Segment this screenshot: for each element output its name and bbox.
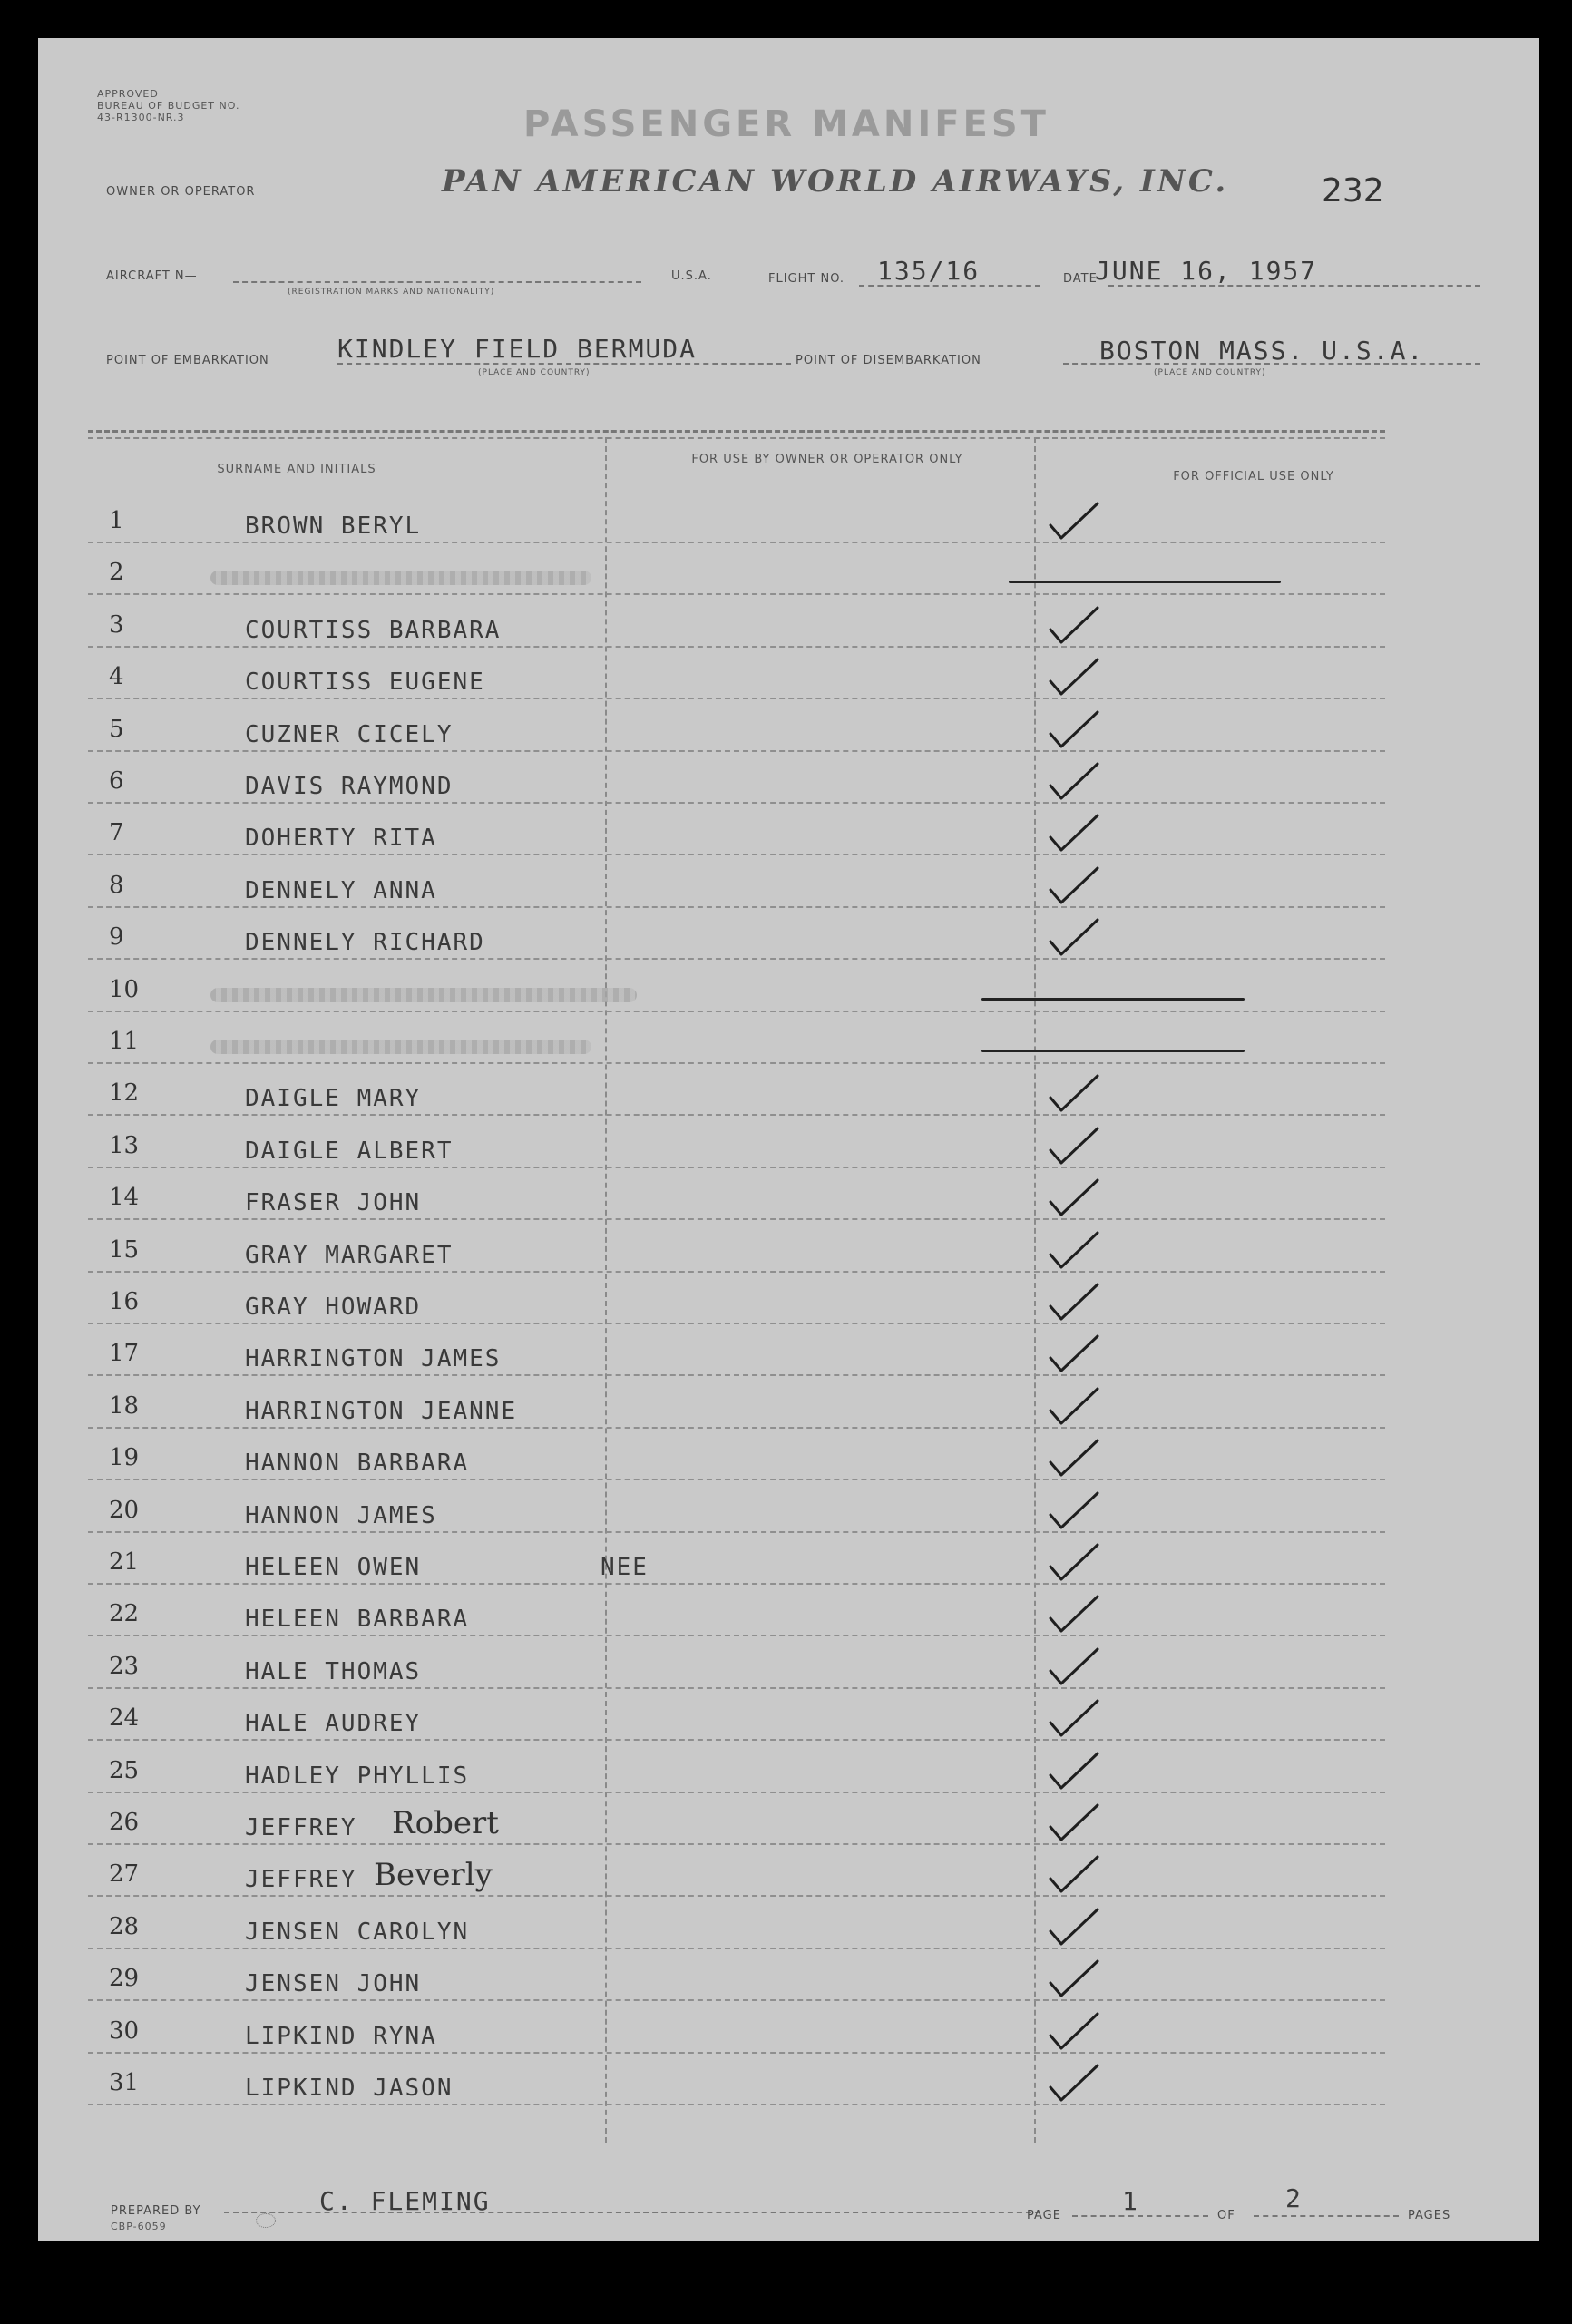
row-rule: [88, 1948, 1385, 1949]
passenger-name: DENNELY ANNA: [245, 876, 437, 904]
check-mark-icon: [1047, 1488, 1101, 1533]
owner-label: OWNER OR OPERATOR: [106, 185, 256, 199]
row-rule: [88, 1531, 1385, 1533]
disembarkation-field: [1063, 363, 1480, 365]
check-mark-icon: [1047, 1227, 1101, 1273]
row-number: 19: [109, 1444, 140, 1472]
passenger-name: HADLEY PHYLLIS: [245, 1762, 470, 1790]
embarkation-label: POINT OF EMBARKATION: [106, 354, 269, 367]
row-rule: [88, 1323, 1385, 1324]
page-field: [1072, 2215, 1208, 2217]
check-mark-icon: [1047, 707, 1101, 752]
check-mark-icon: [1047, 1435, 1101, 1480]
passenger-name: HALE THOMAS: [245, 1657, 422, 1685]
usa-label: U.S.A.: [671, 269, 712, 283]
row-rule: [88, 1062, 1385, 1064]
check-mark-icon: [1047, 498, 1101, 543]
check-mark-icon: [1047, 1695, 1101, 1741]
page-value: 1: [1122, 2186, 1139, 2216]
check-mark-icon: [1047, 1851, 1101, 1897]
row-rule: [88, 1374, 1385, 1376]
page-title: PASSENGER MANIFEST: [523, 103, 1050, 145]
pages-label: PAGES: [1408, 2209, 1451, 2222]
passenger-name: COURTISS BARBARA: [245, 616, 502, 644]
row-rule: [88, 802, 1385, 804]
check-mark-icon: [1047, 1331, 1101, 1376]
check-mark-icon: [1047, 1123, 1101, 1168]
owner-value: PAN AMERICAN WORLD AIRWAYS, INC.: [442, 163, 1229, 200]
check-mark-icon: [1047, 1800, 1101, 1845]
passenger-name: HELEEN OWEN: [245, 1554, 422, 1581]
passenger-name: HELEEN BARBARA: [245, 1606, 470, 1634]
row-number: 25: [109, 1756, 140, 1784]
row-rule: [88, 1011, 1385, 1012]
approval-stamp: APPROVED BUREAU OF BUDGET NO. 43-R1300-NR.3: [97, 88, 240, 123]
row-rule: [88, 698, 1385, 699]
registration-caption: (REGISTRATION MARKS AND NATIONALITY): [288, 288, 495, 297]
row-number: 27: [109, 1860, 140, 1889]
passenger-name: DOHERTY RITA: [245, 825, 437, 853]
page-label: PAGE: [1027, 2209, 1061, 2222]
flight-label: FLIGHT NO.: [768, 272, 845, 286]
col-divider-1: [605, 437, 607, 2143]
strike-mark: [1009, 581, 1281, 583]
check-mark-icon: [1047, 2008, 1101, 2054]
row-rule: [88, 750, 1385, 752]
row-rule: [88, 1843, 1385, 1845]
embarkation-field: [337, 363, 791, 365]
flight-field: [859, 285, 1040, 287]
row-number: 2: [109, 559, 124, 587]
passenger-name: JEFFREY: [245, 1866, 357, 1894]
check-mark-icon: [1047, 1539, 1101, 1585]
check-mark-icon: [1047, 1956, 1101, 2001]
row-number: 3: [109, 610, 124, 639]
col-header-owner: FOR USE BY OWNER OR OPERATOR ONLY: [691, 453, 963, 466]
passenger-name: DAIGLE MARY: [245, 1085, 422, 1113]
check-mark-icon: [1047, 1279, 1101, 1324]
row-number: 16: [109, 1288, 140, 1315]
aircraft-label: AIRCRAFT N—: [106, 269, 198, 283]
row-rule: [88, 1167, 1385, 1168]
row-rule: [88, 1479, 1385, 1480]
passenger-name: JENSEN JOHN: [245, 1970, 422, 1998]
flight-value: 135/16: [877, 256, 981, 286]
col-header-surname: SURNAME AND INITIALS: [217, 463, 376, 476]
disembarkation-label: POINT OF DISEMBARKATION: [796, 354, 981, 367]
passenger-name: CUZNER CICELY: [245, 720, 454, 748]
check-mark-icon: [1047, 602, 1101, 648]
row-rule: [88, 906, 1385, 908]
stamp-mark: [256, 2213, 276, 2228]
row-rule: [88, 2104, 1385, 2105]
passenger-name: FRASER JOHN: [245, 1189, 422, 1217]
date-label: DATE: [1063, 272, 1098, 286]
passenger-name: HANNON JAMES: [245, 1501, 437, 1529]
row-number: 1: [109, 507, 124, 534]
passenger-name: DENNELY RICHARD: [245, 929, 485, 957]
passenger-name: GRAY HOWARD: [245, 1294, 422, 1321]
redacted-name: [210, 988, 637, 1002]
passenger-name: HANNON BARBARA: [245, 1450, 470, 1478]
sheet-number: 232: [1322, 172, 1384, 210]
passenger-name: LIPKIND JASON: [245, 2075, 454, 2102]
passenger-name: GRAY MARGARET: [245, 1241, 454, 1269]
disembarkation-caption: (PLACE AND COUNTRY): [1154, 368, 1266, 377]
row-rule: [88, 1114, 1385, 1116]
prepared-value: C. FLEMING: [319, 2186, 491, 2216]
row-rule: [88, 1427, 1385, 1429]
passenger-name: HARRINGTON JEANNE: [245, 1397, 518, 1425]
embarkation-caption: (PLACE AND COUNTRY): [478, 368, 591, 377]
form-code: CBP-6059: [111, 2221, 167, 2232]
row-number: 12: [109, 1079, 140, 1108]
col-divider-2: [1034, 437, 1036, 2143]
row-number: 14: [109, 1184, 140, 1212]
row-number: 23: [109, 1652, 140, 1680]
row-number: 6: [109, 767, 124, 795]
handwritten-name: Beverly: [374, 1857, 493, 1894]
row-number: 29: [109, 1965, 140, 1993]
passenger-name: HALE AUDREY: [245, 1710, 422, 1738]
row-rule: [88, 1583, 1385, 1585]
table-top-rule-2: [88, 437, 1385, 439]
date-field: [1108, 285, 1480, 287]
embarkation-value: KINDLEY FIELD BERMUDA: [337, 334, 698, 364]
row-number: 17: [109, 1340, 140, 1368]
passenger-name: BROWN BERYL: [245, 513, 422, 540]
row-rule: [88, 1999, 1385, 2001]
check-mark-icon: [1047, 2060, 1101, 2105]
check-mark-icon: [1047, 1904, 1101, 1949]
row-number: 31: [109, 2069, 140, 2096]
of-label: OF: [1217, 2209, 1235, 2222]
aircraft-field: [233, 281, 641, 283]
row-number: 21: [109, 1548, 140, 1576]
row-rule: [88, 1271, 1385, 1273]
redacted-name: [210, 571, 591, 585]
disembarkation-value: BOSTON MASS. U.S.A.: [1099, 336, 1425, 366]
manifest-sheet: [38, 38, 1539, 2241]
row-number: 9: [109, 923, 124, 952]
prepared-field: [224, 2212, 1040, 2213]
row-number: 4: [109, 663, 124, 691]
row-number: 22: [109, 1600, 140, 1628]
row-number: 5: [109, 715, 124, 743]
row-number: 15: [109, 1235, 140, 1264]
row-rule: [88, 1895, 1385, 1897]
row-number: 18: [109, 1391, 140, 1420]
passenger-name: DAVIS RAYMOND: [245, 773, 454, 800]
row-number: 26: [109, 1809, 140, 1836]
check-mark-icon: [1047, 654, 1101, 699]
total-field: [1254, 2215, 1399, 2217]
check-mark-icon: [1047, 1748, 1101, 1793]
total-value: 2: [1285, 2183, 1303, 2213]
row-number: 7: [109, 819, 124, 847]
row-rule: [88, 593, 1385, 595]
row-rule: [88, 646, 1385, 648]
passenger-name: HARRINGTON JAMES: [245, 1345, 502, 1373]
row-number: 20: [109, 1496, 140, 1524]
check-mark-icon: [1047, 1591, 1101, 1636]
row-rule: [88, 1635, 1385, 1636]
check-mark-icon: [1047, 758, 1101, 804]
row-number: 10: [109, 975, 140, 1003]
row-number: 8: [109, 871, 124, 899]
col-header-official: FOR OFFICIAL USE ONLY: [1173, 470, 1334, 483]
prepared-label: PREPARED BY: [111, 2204, 201, 2218]
name-note: NEE: [600, 1554, 649, 1581]
passenger-name: LIPKIND RYNA: [245, 2022, 437, 2050]
row-number: 24: [109, 1704, 140, 1733]
passenger-name: JENSEN CAROLYN: [245, 1918, 470, 1946]
redacted-name: [210, 1040, 591, 1054]
row-number: 28: [109, 1912, 140, 1940]
row-rule: [88, 2052, 1385, 2054]
row-rule: [88, 1687, 1385, 1689]
row-rule: [88, 1218, 1385, 1220]
check-mark-icon: [1047, 1383, 1101, 1429]
strike-mark: [981, 998, 1245, 1001]
row-rule: [88, 1792, 1385, 1793]
row-rule: [88, 854, 1385, 855]
row-number: 11: [109, 1028, 140, 1055]
check-mark-icon: [1047, 810, 1101, 855]
strike-mark: [981, 1050, 1245, 1052]
handwritten-name: Robert: [392, 1805, 499, 1841]
row-rule: [88, 958, 1385, 960]
table-top-rule: [88, 430, 1385, 433]
check-mark-icon: [1047, 863, 1101, 908]
row-rule: [88, 1739, 1385, 1741]
check-mark-icon: [1047, 1644, 1101, 1689]
passenger-name: COURTISS EUGENE: [245, 669, 485, 697]
row-number: 30: [109, 2016, 140, 2045]
passenger-name: DAIGLE ALBERT: [245, 1137, 454, 1165]
date-value: JUNE 16, 1957: [1095, 256, 1318, 286]
check-mark-icon: [1047, 1070, 1101, 1116]
check-mark-icon: [1047, 1175, 1101, 1220]
row-rule: [88, 542, 1385, 543]
check-mark-icon: [1047, 914, 1101, 960]
row-number: 13: [109, 1131, 140, 1159]
passenger-name: JEFFREY: [245, 1814, 357, 1841]
